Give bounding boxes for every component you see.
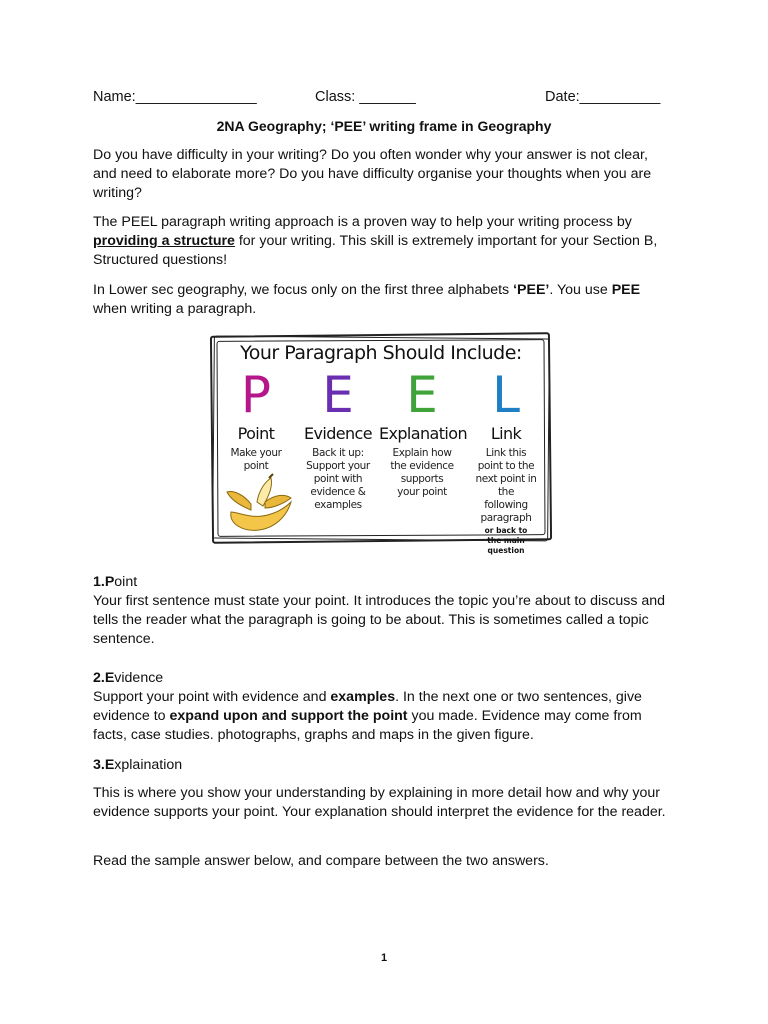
poster-desc: Back it up: Support your point with evidence & examples bbox=[306, 447, 370, 511]
poster-word: Evidence bbox=[303, 424, 372, 443]
poster-title: Your Paragraph Should Include: bbox=[240, 342, 522, 364]
intro-paragraph-2: The PEEL paragraph writing approach is a proven way to help your writing process by providing a structure for your writing. This skill is extremely important for your Section B, Structured questions! bbox=[93, 214, 658, 268]
poster-letter: E bbox=[406, 366, 438, 424]
poster-word: Explanation bbox=[379, 424, 467, 443]
intro-paragraph-3: In Lower sec geography, we focus only on the first three alphabets ‘PEE’. You use PEE when writing a paragraph. bbox=[93, 282, 641, 317]
section-heading-explanation: 3.Explaination bbox=[93, 757, 183, 773]
section-heading-evidence: 2.Evidence bbox=[93, 670, 164, 686]
poster-letter: P bbox=[240, 366, 272, 424]
poster-column-link bbox=[463, 368, 549, 556]
intro-paragraph-1: Do you have difficulty in your writing? Do you often wonder why your answer is not clear, and need to elaborate more? Do you have difficulty organise your thoughts when you are writing? bbox=[93, 147, 652, 201]
peel-poster bbox=[207, 330, 555, 555]
section-body-point: Your first sentence must state your point. It introduces the topic you’re about to discuss and tells the reader what the paragraph is going to be about. This is sometimes called a topic sentence. bbox=[93, 593, 666, 647]
header-fields bbox=[93, 88, 673, 108]
poster-desc: Make your point bbox=[230, 447, 282, 472]
date-field: Date:__________ bbox=[545, 89, 661, 105]
poster-letter: E bbox=[322, 366, 354, 424]
section-body-evidence: Support your point with evidence and examples. In the next one or two sentences, give evidence to expand upon and support the point you made. Evidence may come from facts, case studies. photographs, graphs and maps in the given figure. bbox=[93, 689, 642, 743]
section-heading-point: 1.Point bbox=[93, 574, 138, 590]
poster-column-point bbox=[213, 368, 299, 473]
poster-word: Link bbox=[490, 424, 522, 443]
emphasis-structure: providing a structure bbox=[93, 233, 235, 249]
name-field: Name:_______________ bbox=[93, 89, 257, 105]
poster-desc: Link this point to the next point in the following paragraph bbox=[475, 447, 537, 524]
banana-icon bbox=[221, 472, 297, 534]
closing-instruction: Read the sample answer below, and compare between the two answers. bbox=[93, 853, 549, 869]
page-number: 1 bbox=[380, 952, 388, 964]
section-body-explanation: This is where you show your understanding by explaining in more detail how and why your evidence supports your point. Your explanation should interpret the evidence for the reader. bbox=[93, 785, 666, 820]
poster-desc-extra: or back to the main question bbox=[484, 526, 528, 555]
poster-letter: L bbox=[492, 366, 520, 424]
poster-word: Point bbox=[237, 424, 275, 443]
poster-column-evidence bbox=[295, 368, 381, 512]
document-title: 2NA Geography; ‘PEE’ writing frame in Geography bbox=[216, 118, 552, 134]
class-field: Class: _______ bbox=[315, 89, 416, 105]
poster-column-explanation bbox=[379, 368, 465, 499]
poster-desc: Explain how the evidence supports your point bbox=[390, 447, 454, 498]
